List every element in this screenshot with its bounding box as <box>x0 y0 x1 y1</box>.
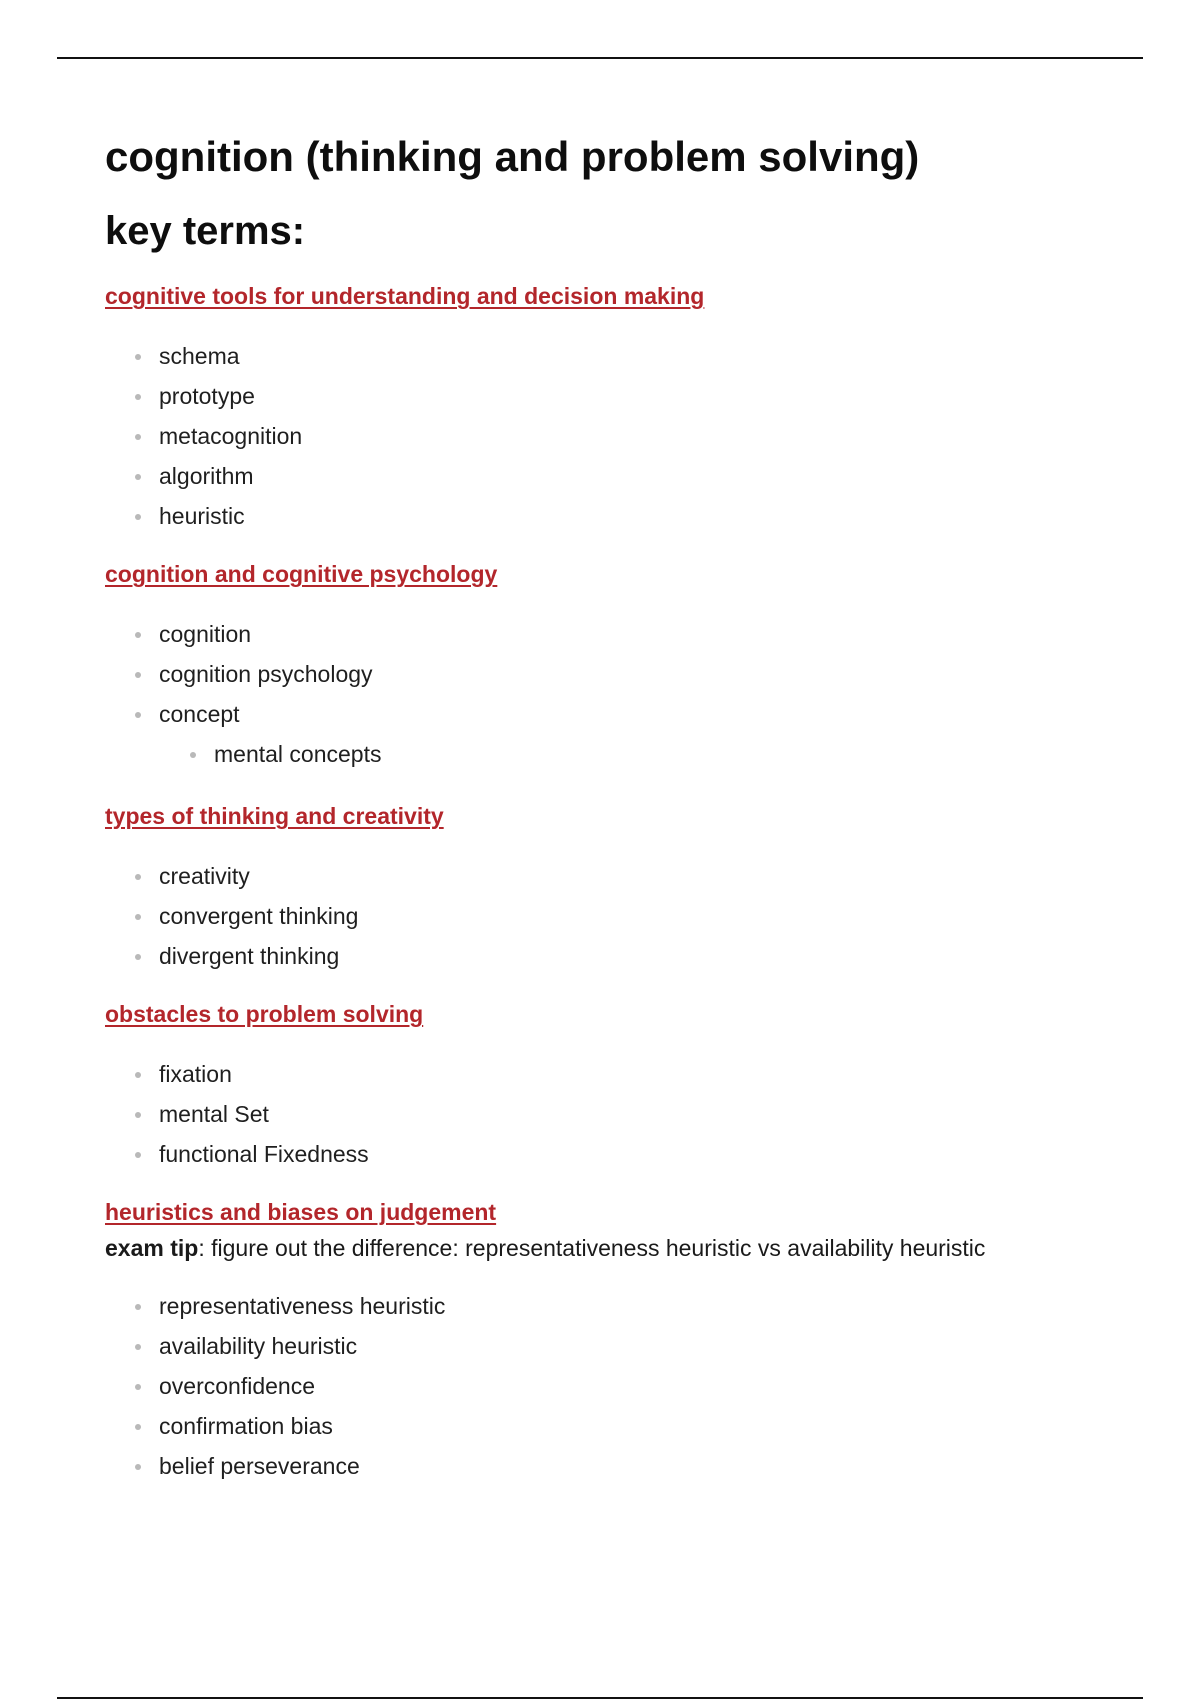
list-item: availability heuristic <box>105 1326 1125 1366</box>
section-heading-link[interactable]: types of thinking and creativity <box>105 803 444 829</box>
top-rule <box>57 57 1143 59</box>
section-heading-link[interactable]: obstacles to problem solving <box>105 1001 424 1027</box>
list-item: metacognition <box>105 416 1125 456</box>
section-heading-link[interactable]: cognition and cognitive psychology <box>105 561 498 587</box>
section-heading-link[interactable]: cognitive tools for understanding and decision making <box>105 283 705 309</box>
list-item: functional Fixedness <box>105 1134 1125 1174</box>
list-item: divergent thinking <box>105 936 1125 976</box>
list-item: prototype <box>105 376 1125 416</box>
list-item: cognition <box>105 614 1125 654</box>
list-item: schema <box>105 336 1125 376</box>
list-item: representativeness heuristic <box>105 1286 1125 1326</box>
list-item: mental Set <box>105 1094 1125 1134</box>
list-item: fixation <box>105 1054 1125 1094</box>
list-item: concept <box>105 694 1125 734</box>
section-heuristics-biases <box>105 1196 1125 1486</box>
list-item: overconfidence <box>105 1366 1125 1406</box>
document-body <box>105 128 1125 1486</box>
term-list <box>105 1054 1125 1174</box>
term-list <box>105 856 1125 976</box>
section-heading-link[interactable]: heuristics and biases on judgement <box>105 1199 497 1225</box>
key-terms-heading: key terms: <box>105 209 306 253</box>
list-item: algorithm <box>105 456 1125 496</box>
list-item: confirmation bias <box>105 1406 1125 1446</box>
list-item: heuristic <box>105 496 1125 536</box>
exam-tip-text: : figure out the difference: representativeness heuristic vs availability heuristic <box>198 1235 986 1261</box>
bottom-rule <box>57 1697 1143 1699</box>
document-title: cognition (thinking and problem solving) <box>105 133 920 180</box>
exam-tip-label: exam tip <box>105 1235 199 1261</box>
term-list <box>105 336 1125 536</box>
term-list <box>105 1286 1125 1486</box>
section-cognitive-tools <box>105 280 1125 536</box>
section-thinking-creativity <box>105 800 1125 976</box>
list-item: cognition psychology <box>105 654 1125 694</box>
nested-list-item: mental concepts <box>105 734 1125 774</box>
section-obstacles <box>105 998 1125 1174</box>
list-item: belief perseverance <box>105 1446 1125 1486</box>
term-list <box>105 614 1125 774</box>
list-item: convergent thinking <box>105 896 1125 936</box>
section-cognition-psychology <box>105 558 1125 774</box>
list-item: creativity <box>105 856 1125 896</box>
exam-tip <box>105 1232 1125 1264</box>
